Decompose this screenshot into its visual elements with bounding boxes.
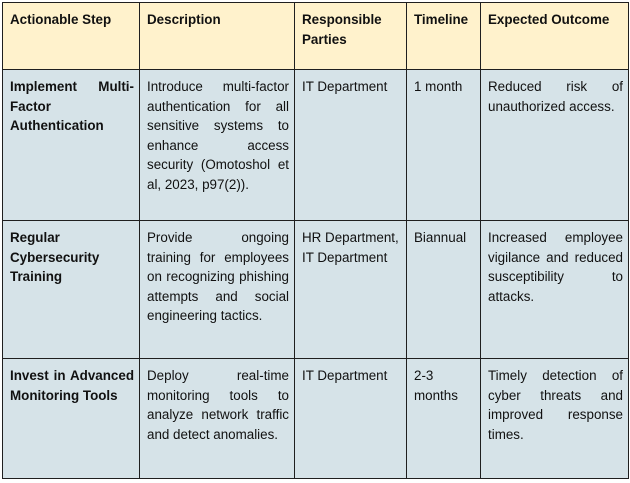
cell-expected-outcome: Increased employee vigilance and reduced susceptibility to attacks.	[481, 221, 629, 359]
header-expected-outcome: Expected Outcome	[481, 3, 629, 70]
header-actionable-step: Actionable Step	[3, 3, 140, 70]
cell-actionable-step: Implement Multi-Factor Authentication	[3, 70, 140, 221]
cell-actionable-step: Invest in Advanced Monitoring Tools	[3, 359, 140, 479]
table-header-row	[3, 3, 629, 70]
cell-expected-outcome: Timely detection of cyber threats and improved response times.	[481, 359, 629, 479]
cell-expected-outcome: Reduced risk of unauthorized access.	[481, 70, 629, 221]
cell-responsible-parties: HR Department, IT Department	[295, 221, 407, 359]
table-row	[3, 70, 629, 221]
cell-responsible-parties: IT Department	[295, 70, 407, 221]
cell-description: Provide ongoing training for employees on recognizing phishing attempts and social engineering tactics.	[140, 221, 295, 359]
cell-timeline: Biannual	[407, 221, 481, 359]
header-description: Description	[140, 3, 295, 70]
header-responsible-parties: Responsible Parties	[295, 3, 407, 70]
cell-timeline: 1 month	[407, 70, 481, 221]
cell-actionable-step: Regular Cybersecurity Training	[3, 221, 140, 359]
cell-timeline: 2-3 months	[407, 359, 481, 479]
header-timeline: Timeline	[407, 3, 481, 70]
cell-description: Introduce multi-factor authentication for all sensitive systems to enhance access security (Omotoshol et al, 2023, p97(2)).	[140, 70, 295, 221]
cell-description: Deploy real-time monitoring tools to analyze network traffic and detect anomalies.	[140, 359, 295, 479]
action-plan-table	[2, 2, 629, 479]
table-row	[3, 359, 629, 479]
cell-responsible-parties: IT Department	[295, 359, 407, 479]
table-row	[3, 221, 629, 359]
